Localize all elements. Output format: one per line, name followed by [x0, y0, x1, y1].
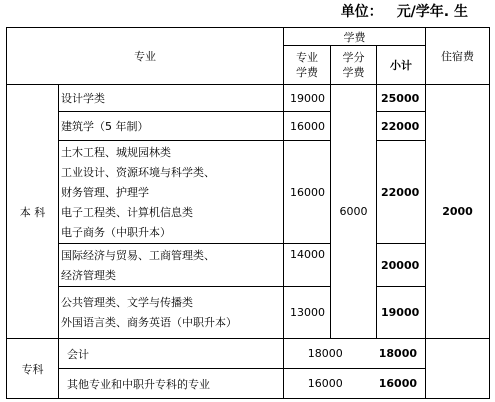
major-fee-cell: 14000 [284, 244, 331, 287]
header-tuition: 学费 [284, 28, 426, 46]
unit-label: 单位： [340, 4, 383, 20]
junior-fee: 18000 [307, 347, 343, 360]
junior-fee-subtotal-cell [284, 339, 426, 369]
subtotal-cell: 20000 [377, 244, 426, 287]
subtotal-cell: 22000 [377, 141, 426, 244]
junior-subtotal: 18000 [378, 347, 418, 360]
major-cell: 会计 [59, 339, 284, 369]
major-cell: 其他专业和中职升专科的专业 [59, 369, 284, 399]
table-row [7, 112, 490, 141]
junior-fee-subtotal-cell [284, 369, 426, 399]
junior-fee: 16000 [307, 377, 343, 390]
unit-line [0, 0, 468, 24]
subtotal-cell: 22000 [377, 112, 426, 141]
header-row-1 [7, 28, 490, 46]
major-fee-cell: 19000 [284, 85, 331, 112]
major-cell: 设计学类 [59, 85, 284, 112]
subtotal-cell: 19000 [377, 287, 426, 339]
table-row [7, 287, 490, 339]
major-cell: 建筑学（5 年制） [59, 112, 284, 141]
table-row [7, 339, 490, 369]
major-cell: 国际经济与贸易、工商管理类、 经济管理类 [59, 244, 284, 287]
header-major: 专业 [7, 28, 284, 85]
table-row [7, 85, 490, 112]
table-row [7, 369, 490, 399]
major-fee-cell: 13000 [284, 287, 331, 339]
accommodation-fee-cell: 2000 [426, 85, 490, 339]
unit-value: 元/学年. 生 [396, 4, 468, 20]
junior-subtotal: 16000 [378, 377, 418, 390]
header-credit-fee: 学分 学费 [331, 46, 377, 85]
header-major-fee: 专业 学费 [284, 46, 331, 85]
major-cell: 土木工程、城规园林类 工业设计、资源环境与科学类、 财务管理、护理学 电子工程类、计算机信息类 电子商务（中职升本） [59, 141, 284, 244]
header-subtotal: 小计 [377, 46, 426, 85]
table-row [7, 141, 490, 244]
major-cell: 公共管理类、文学与传播类 外国语言类、商务英语（中职升本） [59, 287, 284, 339]
undergrad-label: 本 科 [7, 85, 59, 339]
tuition-fee-table [6, 27, 490, 399]
subtotal-cell: 25000 [377, 85, 426, 112]
credit-fee-cell: 6000 [331, 85, 377, 339]
header-accommodation: 住宿费 [426, 28, 490, 85]
major-fee-cell: 16000 [284, 112, 331, 141]
table-row [7, 244, 490, 287]
junior-label: 专科 [7, 339, 59, 399]
major-fee-cell: 16000 [284, 141, 331, 244]
junior-accommodation-cell [426, 339, 490, 399]
